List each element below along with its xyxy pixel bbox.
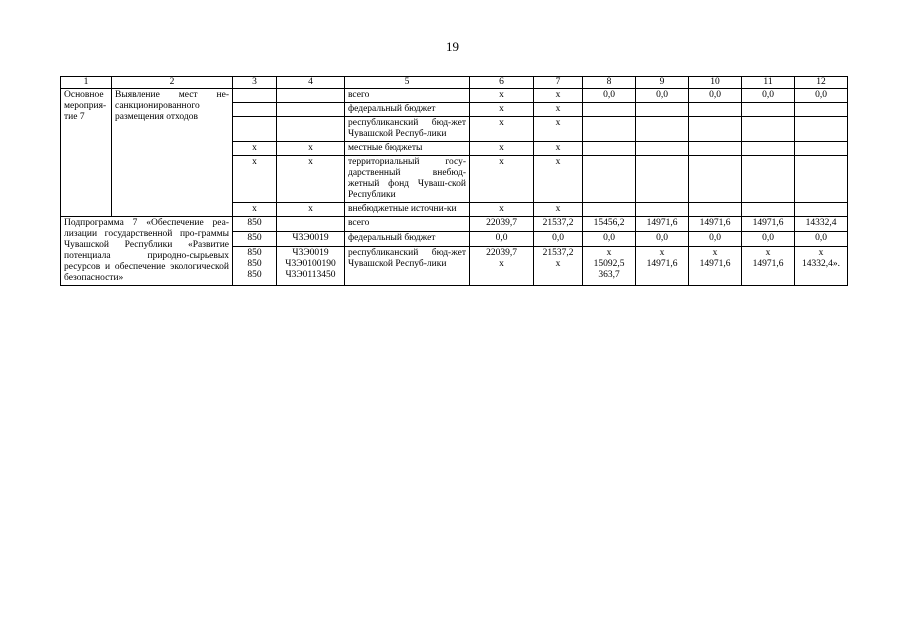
csr-cell xyxy=(277,103,345,117)
value-cell: 0,0 xyxy=(583,232,636,247)
value-cell xyxy=(583,156,636,203)
value-cell xyxy=(636,203,689,217)
value-cell xyxy=(742,142,795,156)
column-number: 12 xyxy=(795,77,848,89)
value-cell: 21537,2 x xyxy=(534,247,583,286)
header-row xyxy=(61,77,848,89)
value-cell: x xyxy=(470,203,534,217)
value-cell: x 14971,6 xyxy=(689,247,742,286)
value-cell xyxy=(742,103,795,117)
value-cell xyxy=(636,142,689,156)
value-cell xyxy=(636,103,689,117)
csr-cell: x xyxy=(277,203,345,217)
value-cell xyxy=(795,103,848,117)
value-cell: 0,0 xyxy=(795,89,848,103)
column-number: 5 xyxy=(345,77,470,89)
value-cell: x xyxy=(470,103,534,117)
column-number: 9 xyxy=(636,77,689,89)
value-cell: 22039,7 x xyxy=(470,247,534,286)
csr-cell: x xyxy=(277,142,345,156)
page-number: 19 xyxy=(446,39,459,54)
value-cell xyxy=(636,117,689,142)
value-cell xyxy=(795,117,848,142)
funding-source-cell: всего xyxy=(345,89,470,103)
value-cell: x xyxy=(534,156,583,203)
rzpr-cell: 850 xyxy=(233,217,277,232)
rzpr-cell xyxy=(233,89,277,103)
value-cell xyxy=(742,156,795,203)
column-number: 4 xyxy=(277,77,345,89)
rzpr-cell: x xyxy=(233,203,277,217)
column-number: 11 xyxy=(742,77,795,89)
event-description-cell: Выявление мест не-санкционированного размещения отходов xyxy=(112,89,233,217)
rzpr-cell: x xyxy=(233,156,277,203)
column-number: 10 xyxy=(689,77,742,89)
value-cell xyxy=(689,203,742,217)
funding-source-cell: территориальный госу-дарственный внебюд-жетный фонд Чуваш-ской Республики xyxy=(345,156,470,203)
value-cell: 21537,2 xyxy=(534,217,583,232)
value-cell: x 14971,6 xyxy=(636,247,689,286)
event-name-cell: Основное мероприя-тие 7 xyxy=(61,89,112,217)
value-cell xyxy=(795,203,848,217)
value-cell: 14971,6 xyxy=(636,217,689,232)
value-cell xyxy=(795,142,848,156)
value-cell: 0,0 xyxy=(583,89,636,103)
budget-table xyxy=(60,76,848,286)
value-cell: 0,0 xyxy=(689,89,742,103)
value-cell xyxy=(689,142,742,156)
value-cell xyxy=(583,203,636,217)
csr-cell: Ч3Э0019 xyxy=(277,232,345,247)
value-cell xyxy=(689,156,742,203)
value-cell: 0,0 xyxy=(636,89,689,103)
rzpr-cell: 850 850 850 xyxy=(233,247,277,286)
column-number: 2 xyxy=(112,77,233,89)
csr-cell xyxy=(277,89,345,103)
value-cell: x xyxy=(534,89,583,103)
value-cell xyxy=(636,156,689,203)
subprogram-name-cell: Подпрограмма 7 «Обеспечение реа-лизации государственной про-граммы Чувашской Республики «Развитие потенциала природно-сырьевых ресурсов и обеспечение экологической безопасности» xyxy=(61,217,233,286)
table-body xyxy=(61,77,848,286)
funding-source-cell: республиканский бюд-жет Чувашской Респуб-лики xyxy=(345,247,470,286)
value-cell: 14971,6 xyxy=(689,217,742,232)
value-cell: x 15092,5 363,7 xyxy=(583,247,636,286)
csr-cell xyxy=(277,117,345,142)
column-number: 6 xyxy=(470,77,534,89)
value-cell: x 14332,4». xyxy=(795,247,848,286)
value-cell: 15456,2 xyxy=(583,217,636,232)
rzpr-cell: 850 xyxy=(233,232,277,247)
csr-cell: x xyxy=(277,156,345,203)
value-cell: x xyxy=(534,117,583,142)
funding-source-cell: федеральный бюджет xyxy=(345,232,470,247)
value-cell: 0,0 xyxy=(470,232,534,247)
value-cell: 14971,6 xyxy=(742,217,795,232)
rzpr-cell xyxy=(233,117,277,142)
value-cell: x xyxy=(470,142,534,156)
funding-source-cell: местные бюджеты xyxy=(345,142,470,156)
value-cell xyxy=(742,117,795,142)
value-cell: x xyxy=(534,203,583,217)
column-number: 1 xyxy=(61,77,112,89)
value-cell: x xyxy=(534,103,583,117)
rzpr-cell: x xyxy=(233,142,277,156)
value-cell xyxy=(689,103,742,117)
value-cell: 0,0 xyxy=(795,232,848,247)
value-cell: 0,0 xyxy=(636,232,689,247)
value-cell xyxy=(689,117,742,142)
value-cell: x xyxy=(534,142,583,156)
value-cell xyxy=(583,142,636,156)
value-cell xyxy=(583,103,636,117)
column-number: 3 xyxy=(233,77,277,89)
funding-source-cell: республиканский бюд-жет Чувашской Респуб-лики xyxy=(345,117,470,142)
funding-source-cell: внебюджетные источни-ки xyxy=(345,203,470,217)
value-cell xyxy=(583,117,636,142)
value-cell: 0,0 xyxy=(534,232,583,247)
funding-source-cell: федеральный бюджет xyxy=(345,103,470,117)
value-cell: x 14971,6 xyxy=(742,247,795,286)
column-number: 7 xyxy=(534,77,583,89)
value-cell: 0,0 xyxy=(742,232,795,247)
value-cell: x xyxy=(470,89,534,103)
csr-cell xyxy=(277,217,345,232)
funding-source-cell: всего xyxy=(345,217,470,232)
value-cell: 0,0 xyxy=(742,89,795,103)
column-number: 8 xyxy=(583,77,636,89)
value-cell: x xyxy=(470,156,534,203)
table-row xyxy=(61,89,848,103)
csr-cell: Ч3Э0019 Ч3Э0100190 Ч3Э0113450 xyxy=(277,247,345,286)
value-cell: 0,0 xyxy=(689,232,742,247)
value-cell: x xyxy=(470,117,534,142)
value-cell: 14332,4 xyxy=(795,217,848,232)
value-cell xyxy=(795,156,848,203)
rzpr-cell xyxy=(233,103,277,117)
value-cell: 22039,7 xyxy=(470,217,534,232)
value-cell xyxy=(742,203,795,217)
table-row xyxy=(61,217,848,232)
